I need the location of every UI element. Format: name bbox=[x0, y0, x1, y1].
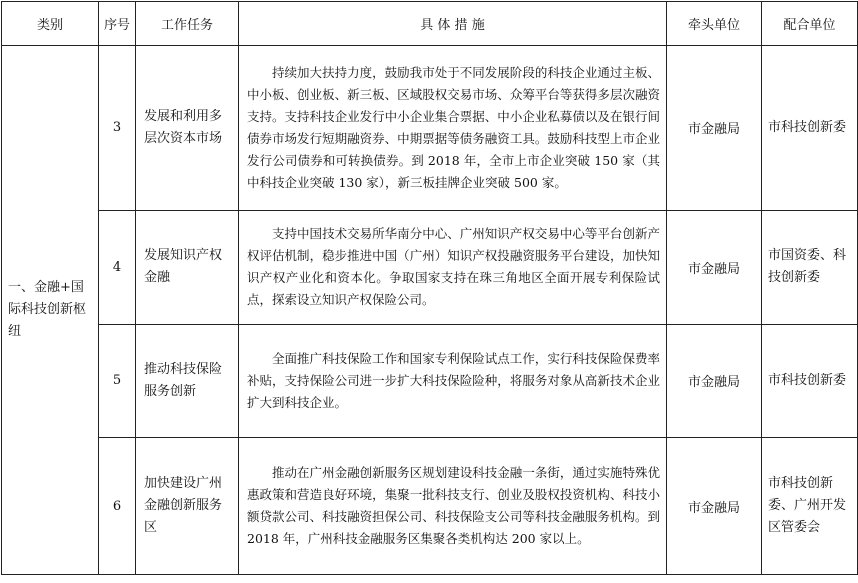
task-cell: 发展和利用多层次资本市场 bbox=[136, 46, 239, 211]
measure-cell bbox=[239, 438, 667, 575]
seq-cell: 5 bbox=[99, 324, 136, 438]
category-cell: 一、金融+国际科技创新枢纽 bbox=[2, 46, 99, 575]
document-page bbox=[1, 1, 857, 581]
measure-cell bbox=[239, 210, 667, 324]
lead-cell: 市金融局 bbox=[667, 210, 762, 324]
measure-text: 支持中国技术交易所华南分中心、广州知识产权交易中心等平台创新产权评估机制，稳步推进中国（广州）知识产权投融资服务平台建设，加快知识产权产业化和资本化。争取国家支持在珠三角地区全面开展专利保险试点，探索设立知识产权保险公司。 bbox=[247, 226, 660, 308]
table-row bbox=[2, 210, 858, 324]
measure-cell bbox=[239, 46, 667, 211]
task-cell: 加快建设广州金融创新服务区 bbox=[136, 438, 239, 575]
task-cell: 发展知识产权金融 bbox=[136, 210, 239, 324]
header-task: 工作任务 bbox=[136, 2, 239, 46]
table-row bbox=[2, 438, 858, 575]
table-row bbox=[2, 324, 858, 438]
header-measures: 具 体 措 施 bbox=[239, 2, 667, 46]
lead-cell: 市金融局 bbox=[667, 46, 762, 211]
measure-text: 持续加大扶持力度，鼓励我市处于不同发展阶段的科技企业通过主板、中小板、创业板、新三板、区域股权交易市场、众筹平台等获得多层次融资支持。支持科技企业发行中小企业集合票据、中小企业私募债以及在银行间债券市场发行短期融资券、中期票据等债务融资工具。鼓励科技型上市企业发行公司债券和可转换债券。到 2018 年，全市上市企业突破 150 家（其中科技企业突破 130 家），新三板挂牌企业突破 500 家。 bbox=[247, 64, 660, 190]
header-coop: 配合单位 bbox=[762, 2, 858, 46]
task-cell: 推动科技保险服务创新 bbox=[136, 324, 239, 438]
seq-cell: 4 bbox=[99, 210, 136, 324]
measure-cell bbox=[239, 324, 667, 438]
header-seq: 序号 bbox=[99, 2, 136, 46]
header-category: 类别 bbox=[2, 2, 99, 46]
coop-cell: 市国资委、科技创新委 bbox=[762, 210, 858, 324]
header-row bbox=[2, 2, 858, 46]
table-row bbox=[2, 46, 858, 211]
coop-cell: 市科技创新委 bbox=[762, 46, 858, 211]
measure-text: 推动在广州金融创新服务区规划建设科技金融一条街，通过实施特殊优惠政策和营造良好环境，集聚一批科技支行、创业及股权投资机构、科技小额贷款公司、科技融资担保公司、科技保险支公司等科技金融服务机构。到 2018 年，广州科技金融服务区集聚各类机构达 200 家以上。 bbox=[247, 465, 660, 547]
lead-cell: 市金融局 bbox=[667, 438, 762, 575]
coop-cell: 市科技创新委 bbox=[762, 324, 858, 438]
task-table bbox=[1, 1, 858, 575]
seq-cell: 3 bbox=[99, 46, 136, 211]
seq-cell: 6 bbox=[99, 438, 136, 575]
lead-cell: 市金融局 bbox=[667, 324, 762, 438]
header-lead: 牵头单位 bbox=[667, 2, 762, 46]
coop-cell: 市科技创新委、广州开发区管委会 bbox=[762, 438, 858, 575]
measure-text: 全面推广科技保险工作和国家专利保险试点工作，实行科技保险保费率补贴，支持保险公司进一步扩大科技保险险种，将服务对象从高新技术企业扩大到科技企业。 bbox=[247, 350, 660, 410]
